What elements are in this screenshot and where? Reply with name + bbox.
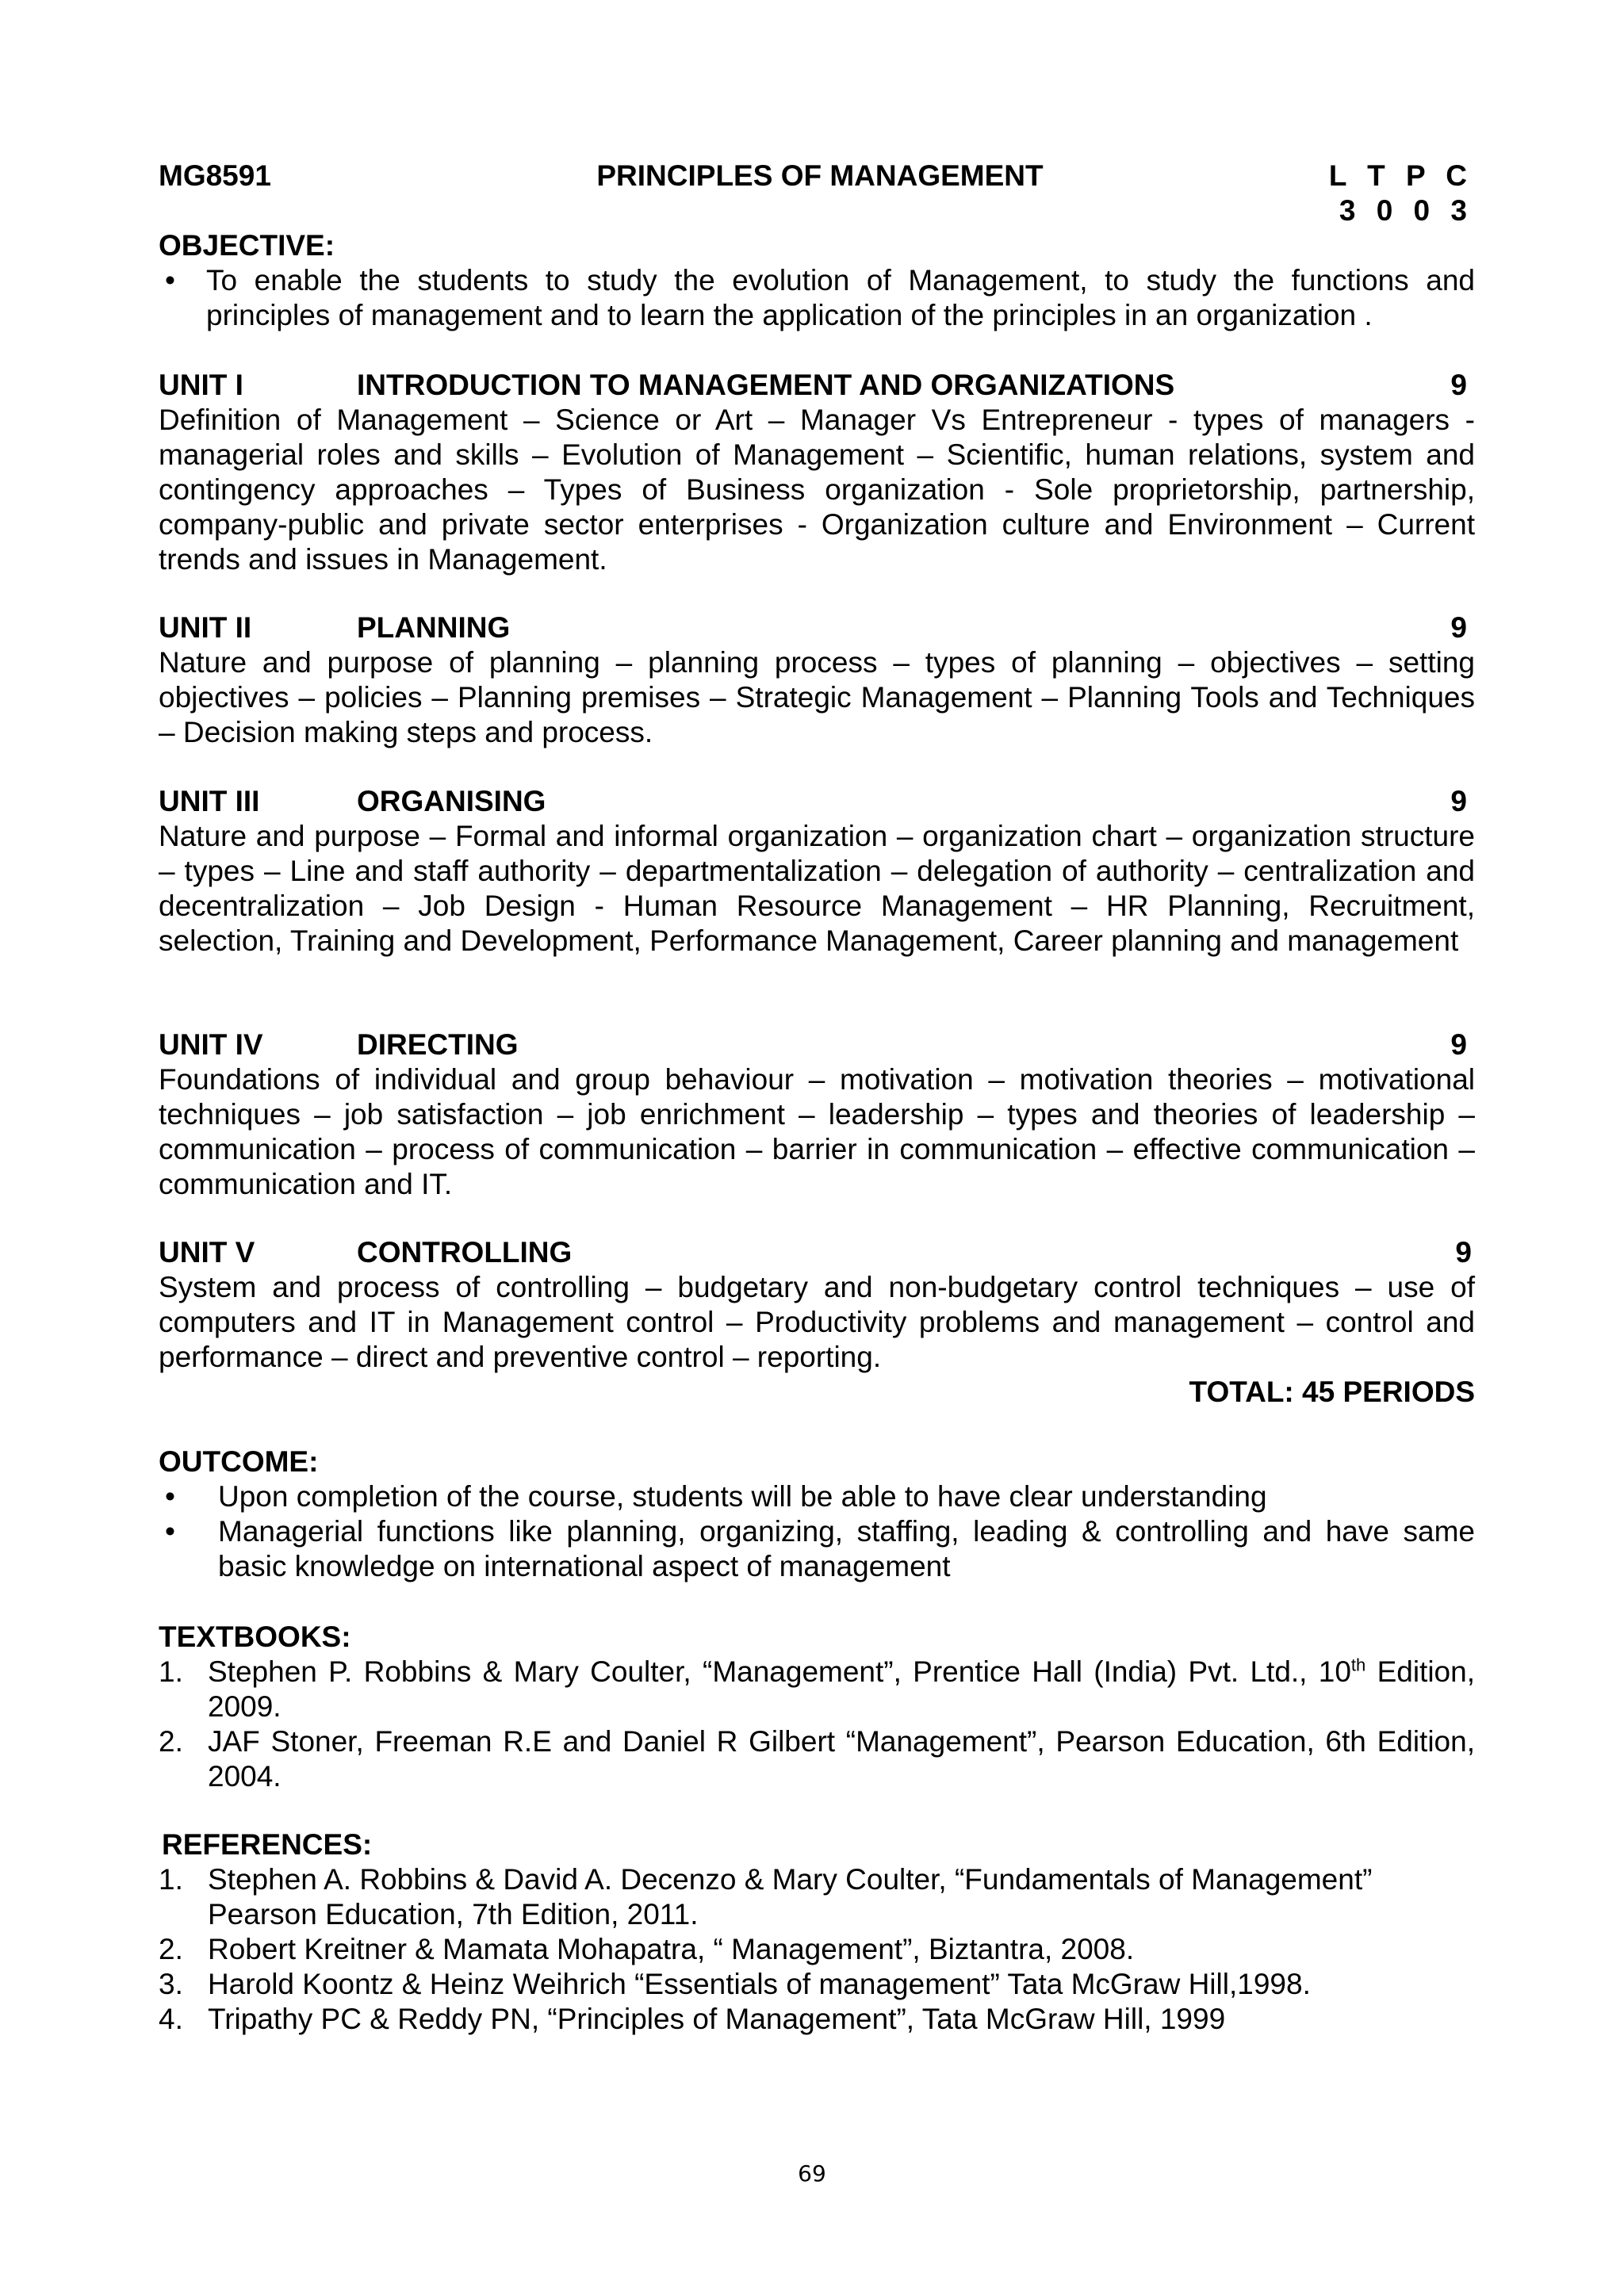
unit-hours: 9 (1450, 369, 1467, 401)
item-number: 2. (159, 1725, 183, 1758)
references-section (159, 1827, 1475, 2037)
unit-hours: 9 (1455, 1236, 1472, 1269)
unit-title: DIRECTING (357, 1028, 519, 1061)
outcome-text: Upon completion of the course, students will be able to have clear understanding (218, 1480, 1267, 1513)
unit-title: INTRODUCTION TO MANAGEMENT AND ORGANIZATIONS (357, 369, 1175, 401)
objective-text: To enable the students to study the evolution of Management, to study the functions and principles of management and to learn the application of the principles in an organization . (206, 264, 1475, 331)
references-heading: REFERENCES: (162, 1828, 373, 1861)
bullet-icon: • (165, 264, 175, 297)
textbook-text: Stephen P. Robbins & Mary Coulter, “Management”, Prentice Hall (India) Pvt. Ltd., 10 (208, 1655, 1351, 1688)
outcome-section (159, 1445, 1475, 1584)
reference-text: Robert Kreitner & Mamata Mohapatra, “ Management”, Biztantra, 2008. (208, 1933, 1135, 1965)
objective-item (159, 263, 1475, 333)
unit-title: CONTROLLING (357, 1236, 573, 1269)
unit-label: UNIT IV (159, 1028, 263, 1061)
reference-item (159, 1932, 1475, 1967)
unit-1-header (159, 368, 1475, 403)
unit-hours: 9 (1450, 1028, 1467, 1061)
unit-content: Definition of Management – Science or Art – Manager Vs Entrepreneur - types of managers - managerial roles and skills – Evolution of Management – Scientific, human relations, system and contingency approaches – Types of Business organization - Sole proprietorship, partnership, company-public and private sector enterprises - Organization culture and Environment – Current trends and issues in Management. (159, 404, 1475, 576)
unit-content: Nature and purpose of planning – planning process – types of planning – objectives – setting objectives – policies – Planning premises – Strategic Management – Planning Tools and Techniques – Decision making steps and process. (159, 646, 1475, 748)
item-number: 4. (159, 2003, 183, 2035)
reference-item (159, 1967, 1475, 2002)
unit-hours: 9 (1450, 785, 1467, 817)
objective-heading: OBJECTIVE: (159, 229, 335, 262)
unit-title: ORGANISING (357, 785, 546, 817)
textbook-item (159, 1655, 1475, 1724)
bullet-icon: • (165, 1480, 175, 1513)
outcome-item (159, 1479, 1475, 1514)
reference-item (159, 2002, 1475, 2037)
ltpc-values: 3 0 0 3 (1339, 194, 1473, 227)
unit-5-header (159, 1235, 1475, 1270)
bullet-icon: • (165, 1515, 175, 1548)
item-number: 2. (159, 1933, 183, 1965)
textbook-superscript: th (1350, 1655, 1366, 1675)
unit-label: UNIT III (159, 785, 260, 817)
textbook-text: JAF Stoner, Freeman R.E and Daniel R Gilbert “Management”, Pearson Education, 6th Edition, 2004. (208, 1725, 1475, 1793)
reference-text: Stephen A. Robbins & David A. Decenzo & Mary Coulter, “Fundamentals of Management” Pearson Education, 7th Edition, 2011. (208, 1863, 1373, 1931)
unit-label: UNIT V (159, 1236, 255, 1269)
outcome-heading: OUTCOME: (159, 1445, 319, 1478)
unit-title: PLANNING (357, 611, 511, 644)
unit-4-section (159, 1027, 1475, 1202)
unit-2-header (159, 610, 1475, 645)
item-number: 1. (159, 1655, 183, 1688)
textbooks-heading: TEXTBOOKS: (159, 1621, 351, 1653)
unit-content: Nature and purpose – Formal and informal organization – organization chart – organization structure – types – Line and staff authority – departmentalization – delegation of authority – centralization and decentralization – Job Design - Human Resource Management – HR Planning, Recruitment, selection, Training and Development, Performance Management, Career planning and management (159, 820, 1475, 957)
outcome-text: Managerial functions like planning, organizing, staffing, leading & controlling and have same basic knowledge on international aspect of management (218, 1515, 1475, 1582)
reference-text: Tripathy PC & Reddy PN, “Principles of Management”, Tata McGraw Hill, 1999 (208, 2003, 1226, 2035)
unit-content: Foundations of individual and group behaviour – motivation – motivation theories – motivational techniques – job satisfaction – job enrichment – leadership – types and theories of leadership – communication – process of communication – barrier in communication – effective communication –communication and IT. (159, 1063, 1475, 1200)
objective-section (159, 228, 1475, 333)
item-number: 1. (159, 1863, 183, 1896)
unit-1-section (159, 368, 1475, 577)
unit-3-section (159, 784, 1475, 959)
unit-5-section (159, 1235, 1475, 1410)
course-code: MG8591 (159, 159, 271, 192)
page-number: 69 (798, 2160, 826, 2187)
unit-content: System and process of controlling – budgetary and non-budgetary control techniques – use of computers and IT in Management control – Productivity problems and management – control and performance – direct and preventive control – reporting. (159, 1271, 1475, 1373)
unit-hours: 9 (1450, 611, 1467, 644)
ltpc-label: L T P C (1328, 159, 1473, 192)
reference-text: Harold Koontz & Heinz Weihrich “Essentials of management” Tata McGraw Hill,1998. (208, 1968, 1311, 2000)
reference-item (159, 1862, 1475, 1932)
outcome-item (159, 1514, 1475, 1584)
unit-2-section (159, 610, 1475, 750)
unit-label: UNIT II (159, 611, 252, 644)
unit-4-header (159, 1027, 1475, 1062)
course-title: PRINCIPLES OF MANAGEMENT (596, 159, 1044, 192)
textbook-text-cont: Edition, 2009. (208, 1655, 1475, 1723)
unit-3-header (159, 784, 1475, 819)
textbook-item (159, 1724, 1475, 1794)
unit-label: UNIT I (159, 369, 243, 401)
item-number: 3. (159, 1968, 183, 2000)
total-periods: TOTAL: 45 PERIODS (1189, 1376, 1475, 1408)
course-header (159, 159, 1481, 193)
textbooks-section (159, 1620, 1475, 1794)
